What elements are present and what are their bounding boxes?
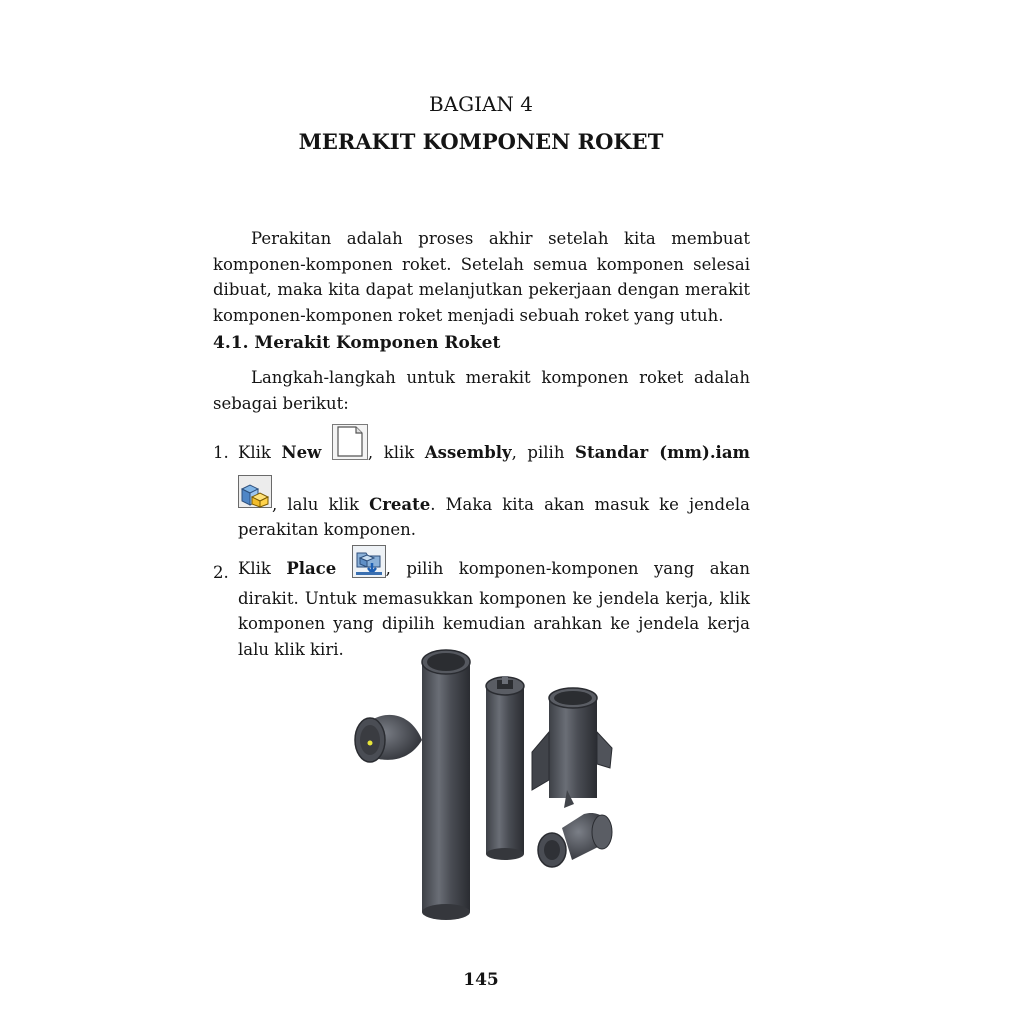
step-text: , klik <box>367 443 425 462</box>
step-text: Klik <box>238 559 287 578</box>
step-text: , pilih komponen-komponen yang akan dirakit. Untuk memasukkan komponen ke jendela kerja, klik komponen yang dipilih kemudian arahkan ke jendela kerja lalu klik kiri. <box>238 559 751 659</box>
assembly-template-icon <box>238 475 272 515</box>
engine-nozzle <box>538 813 612 867</box>
nose-cone <box>355 715 422 762</box>
long-body-tube <box>422 650 470 920</box>
new-command: New <box>281 443 322 462</box>
step-1 <box>238 424 750 542</box>
steps-intro-paragraph: Langkah-langkah untuk merakit komponen roket adalah sebagai berikut: <box>213 368 750 413</box>
page-number: 145 <box>463 970 499 990</box>
step-text: Klik <box>238 443 282 462</box>
step-number: 1. <box>213 443 229 462</box>
create-command: Create <box>369 495 431 514</box>
step-number: 2. <box>213 563 229 582</box>
fin-section <box>532 688 612 808</box>
intro-paragraph: Perakitan adalah proses akhir setelah kita membuat komponen-komponen roket. Setelah semua komponen selesai dibuat, maka kita dapat melanjutkan pekerjaan dengan merakit komponen-komponen roket menjadi sebuah roket yang utuh. <box>213 229 750 325</box>
step-text: . Maka kita akan masuk ke jendela perakitan komponen. <box>238 495 750 539</box>
template-name: Standar (mm).iam <box>575 443 750 462</box>
place-component-icon <box>352 545 386 586</box>
new-file-icon <box>332 424 368 477</box>
place-command: Place <box>286 559 337 578</box>
chapter-label: BAGIAN 4 <box>428 92 534 116</box>
rocket-components-figure <box>340 640 640 930</box>
step-text: , lalu klik <box>272 495 370 514</box>
section-heading: 4.1. Merakit Komponen Roket <box>213 333 501 353</box>
assembly-command: Assembly <box>424 443 512 462</box>
coupler-tube <box>486 676 524 860</box>
step-text: , pilih <box>511 443 576 462</box>
chapter-title: MERAKIT KOMPONEN ROKET <box>298 129 664 154</box>
